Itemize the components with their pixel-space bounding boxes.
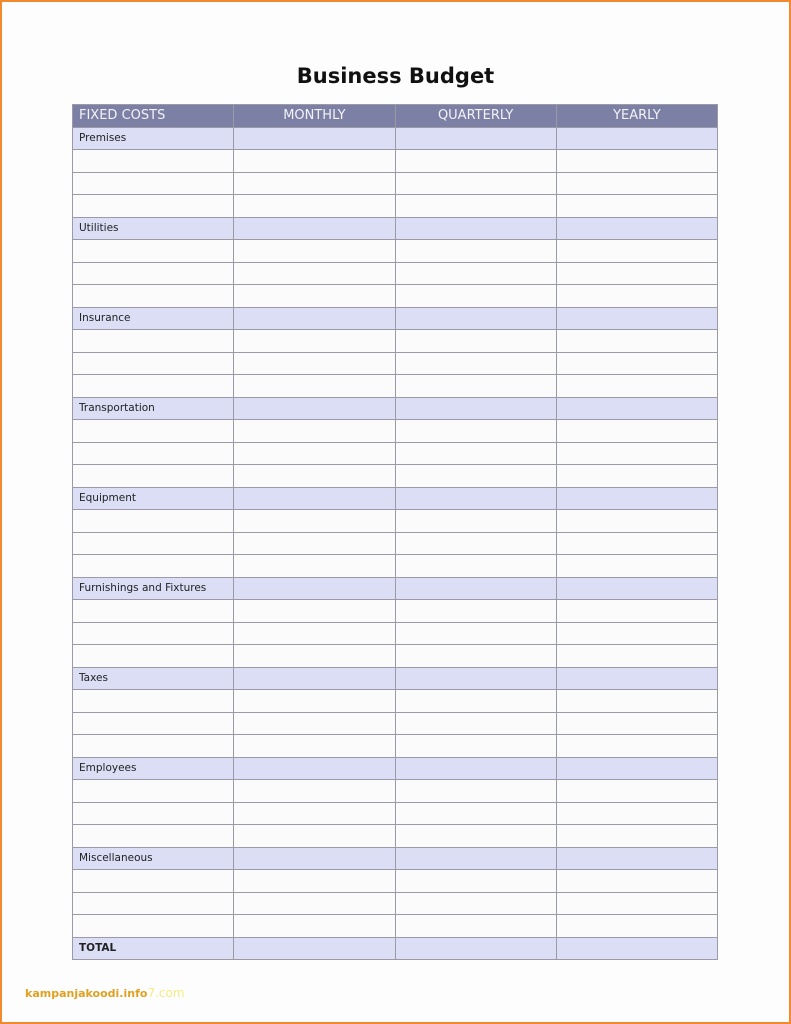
item-cell[interactable] (73, 195, 234, 218)
item-cell[interactable] (73, 645, 234, 668)
monthly-cell[interactable] (234, 532, 395, 555)
table-row (73, 802, 718, 825)
monthly-cell[interactable] (234, 150, 395, 173)
watermark-text: kampanjakoodi.info (25, 987, 148, 1000)
quarterly-cell[interactable] (395, 622, 556, 645)
category-row (73, 307, 718, 330)
item-cell[interactable] (73, 420, 234, 443)
monthly-cell[interactable] (234, 600, 395, 623)
monthly-cell[interactable] (234, 870, 395, 893)
item-cell[interactable] (73, 330, 234, 353)
monthly-cell[interactable] (234, 915, 395, 938)
quarterly-cell[interactable] (395, 240, 556, 263)
quarterly-cell[interactable] (395, 757, 556, 780)
yearly-cell[interactable] (556, 735, 717, 758)
category-row (73, 847, 718, 870)
table-row (73, 825, 718, 848)
monthly-cell[interactable] (234, 240, 395, 263)
table-row (73, 285, 718, 308)
item-cell[interactable] (73, 825, 234, 848)
quarterly-cell[interactable] (395, 690, 556, 713)
monthly-cell[interactable] (234, 645, 395, 668)
item-cell[interactable] (73, 555, 234, 578)
quarterly-cell[interactable] (395, 442, 556, 465)
budget-table (72, 104, 718, 960)
quarterly-cell[interactable] (395, 555, 556, 578)
table-row (73, 892, 718, 915)
monthly-cell[interactable] (234, 352, 395, 375)
table-row (73, 600, 718, 623)
header-monthly: MONTHLY (234, 105, 395, 128)
item-cell[interactable] (73, 622, 234, 645)
table-row (73, 870, 718, 893)
row-label: TOTAL (73, 937, 234, 960)
yearly-cell[interactable] (556, 780, 717, 803)
row-label: Furnishings and Fixtures (73, 577, 234, 600)
monthly-cell[interactable] (234, 847, 395, 870)
monthly-cell[interactable] (234, 690, 395, 713)
yearly-cell[interactable] (556, 240, 717, 263)
item-cell[interactable] (73, 375, 234, 398)
monthly-cell[interactable] (234, 217, 395, 240)
monthly-cell[interactable] (234, 127, 395, 150)
monthly-cell[interactable] (234, 892, 395, 915)
yearly-cell[interactable] (556, 375, 717, 398)
monthly-cell[interactable] (234, 465, 395, 488)
yearly-cell[interactable] (556, 397, 717, 420)
yearly-cell[interactable] (556, 307, 717, 330)
yearly-cell[interactable] (556, 127, 717, 150)
row-label: Premises (73, 127, 234, 150)
table-row (73, 555, 718, 578)
yearly-cell[interactable] (556, 847, 717, 870)
monthly-cell[interactable] (234, 825, 395, 848)
row-label: Equipment (73, 487, 234, 510)
quarterly-cell[interactable] (395, 127, 556, 150)
yearly-cell[interactable] (556, 352, 717, 375)
quarterly-cell[interactable] (395, 847, 556, 870)
quarterly-cell[interactable] (395, 420, 556, 443)
table-row (73, 622, 718, 645)
table-row (73, 375, 718, 398)
table-row (73, 240, 718, 263)
category-row (73, 757, 718, 780)
table-row (73, 442, 718, 465)
yearly-cell[interactable] (556, 262, 717, 285)
yearly-cell[interactable] (556, 825, 717, 848)
monthly-cell[interactable] (234, 555, 395, 578)
yearly-cell[interactable] (556, 487, 717, 510)
quarterly-cell[interactable] (395, 352, 556, 375)
monthly-cell[interactable] (234, 780, 395, 803)
row-label: Insurance (73, 307, 234, 330)
table-row (73, 915, 718, 938)
quarterly-cell[interactable] (395, 735, 556, 758)
table-row (73, 150, 718, 173)
monthly-cell[interactable] (234, 757, 395, 780)
table-row (73, 735, 718, 758)
item-cell[interactable] (73, 465, 234, 488)
quarterly-cell[interactable] (395, 915, 556, 938)
quarterly-cell[interactable] (395, 487, 556, 510)
header-fixed-costs: FIXED COSTS (73, 105, 234, 128)
monthly-cell[interactable] (234, 442, 395, 465)
table-header-row (73, 105, 718, 128)
monthly-cell[interactable] (234, 735, 395, 758)
quarterly-cell[interactable] (395, 397, 556, 420)
category-row (73, 217, 718, 240)
yearly-cell[interactable] (556, 442, 717, 465)
quarterly-cell[interactable] (395, 195, 556, 218)
quarterly-cell[interactable] (395, 600, 556, 623)
quarterly-cell[interactable] (395, 262, 556, 285)
yearly-cell[interactable] (556, 622, 717, 645)
item-cell[interactable] (73, 712, 234, 735)
quarterly-cell[interactable] (395, 802, 556, 825)
category-row (73, 577, 718, 600)
yearly-cell[interactable] (556, 757, 717, 780)
yearly-cell[interactable] (556, 330, 717, 353)
header-quarterly: QUARTERLY (395, 105, 556, 128)
row-label: Employees (73, 757, 234, 780)
item-cell[interactable] (73, 892, 234, 915)
item-cell[interactable] (73, 352, 234, 375)
table-row (73, 465, 718, 488)
table-row (73, 330, 718, 353)
item-cell[interactable] (73, 240, 234, 263)
yearly-cell[interactable] (556, 690, 717, 713)
monthly-cell[interactable] (234, 307, 395, 330)
item-cell[interactable] (73, 690, 234, 713)
quarterly-cell[interactable] (395, 937, 556, 960)
monthly-cell[interactable] (234, 712, 395, 735)
quarterly-cell[interactable] (395, 645, 556, 668)
yearly-cell[interactable] (556, 712, 717, 735)
yearly-cell[interactable] (556, 645, 717, 668)
item-cell[interactable] (73, 600, 234, 623)
header-yearly: YEARLY (556, 105, 717, 128)
table-row (73, 780, 718, 803)
quarterly-cell[interactable] (395, 330, 556, 353)
monthly-cell[interactable] (234, 285, 395, 308)
table-row (73, 510, 718, 533)
monthly-cell[interactable] (234, 802, 395, 825)
monthly-cell[interactable] (234, 262, 395, 285)
quarterly-cell[interactable] (395, 825, 556, 848)
quarterly-cell[interactable] (395, 307, 556, 330)
quarterly-cell[interactable] (395, 217, 556, 240)
item-cell[interactable] (73, 262, 234, 285)
yearly-cell[interactable] (556, 217, 717, 240)
quarterly-cell[interactable] (395, 510, 556, 533)
table-row (73, 262, 718, 285)
yearly-cell[interactable] (556, 195, 717, 218)
monthly-cell[interactable] (234, 172, 395, 195)
yearly-cell[interactable] (556, 555, 717, 578)
item-cell[interactable] (73, 915, 234, 938)
yearly-cell[interactable] (556, 577, 717, 600)
category-row (73, 487, 718, 510)
page-title: Business Budget (296, 64, 495, 88)
item-cell[interactable] (73, 532, 234, 555)
watermark (25, 986, 185, 1000)
item-cell[interactable] (73, 150, 234, 173)
quarterly-cell[interactable] (395, 465, 556, 488)
monthly-cell[interactable] (234, 397, 395, 420)
yearly-cell[interactable] (556, 915, 717, 938)
quarterly-cell[interactable] (395, 172, 556, 195)
item-cell[interactable] (73, 285, 234, 308)
yearly-cell[interactable] (556, 802, 717, 825)
monthly-cell[interactable] (234, 330, 395, 353)
yearly-cell[interactable] (556, 937, 717, 960)
total-row (73, 937, 718, 960)
monthly-cell[interactable] (234, 195, 395, 218)
item-cell[interactable] (73, 802, 234, 825)
yearly-cell[interactable] (556, 150, 717, 173)
table-row (73, 532, 718, 555)
yearly-cell[interactable] (556, 892, 717, 915)
table-row (73, 712, 718, 735)
row-label: Transportation (73, 397, 234, 420)
quarterly-cell[interactable] (395, 577, 556, 600)
yearly-cell[interactable] (556, 420, 717, 443)
monthly-cell[interactable] (234, 375, 395, 398)
table-row (73, 645, 718, 668)
monthly-cell[interactable] (234, 420, 395, 443)
monthly-cell[interactable] (234, 937, 395, 960)
quarterly-cell[interactable] (395, 870, 556, 893)
quarterly-cell[interactable] (395, 375, 556, 398)
quarterly-cell[interactable] (395, 712, 556, 735)
row-label: Miscellaneous (73, 847, 234, 870)
item-cell[interactable] (73, 510, 234, 533)
table-row (73, 690, 718, 713)
yearly-cell[interactable] (556, 667, 717, 690)
table-row (73, 195, 718, 218)
yearly-cell[interactable] (556, 172, 717, 195)
item-cell[interactable] (73, 870, 234, 893)
monthly-cell[interactable] (234, 667, 395, 690)
monthly-cell[interactable] (234, 622, 395, 645)
yearly-cell[interactable] (556, 532, 717, 555)
monthly-cell[interactable] (234, 577, 395, 600)
row-label: Utilities (73, 217, 234, 240)
category-row (73, 127, 718, 150)
item-cell[interactable] (73, 442, 234, 465)
yearly-cell[interactable] (556, 510, 717, 533)
watermark-faint-text: 7.com (147, 986, 185, 1000)
item-cell[interactable] (73, 735, 234, 758)
item-cell[interactable] (73, 172, 234, 195)
monthly-cell[interactable] (234, 510, 395, 533)
monthly-cell[interactable] (234, 487, 395, 510)
quarterly-cell[interactable] (395, 150, 556, 173)
quarterly-cell[interactable] (395, 532, 556, 555)
item-cell[interactable] (73, 780, 234, 803)
table-row (73, 172, 718, 195)
quarterly-cell[interactable] (395, 285, 556, 308)
quarterly-cell[interactable] (395, 892, 556, 915)
quarterly-cell[interactable] (395, 667, 556, 690)
quarterly-cell[interactable] (395, 780, 556, 803)
yearly-cell[interactable] (556, 870, 717, 893)
yearly-cell[interactable] (556, 600, 717, 623)
category-row (73, 667, 718, 690)
table-row (73, 352, 718, 375)
yearly-cell[interactable] (556, 465, 717, 488)
row-label: Taxes (73, 667, 234, 690)
table-row (73, 420, 718, 443)
category-row (73, 397, 718, 420)
yearly-cell[interactable] (556, 285, 717, 308)
